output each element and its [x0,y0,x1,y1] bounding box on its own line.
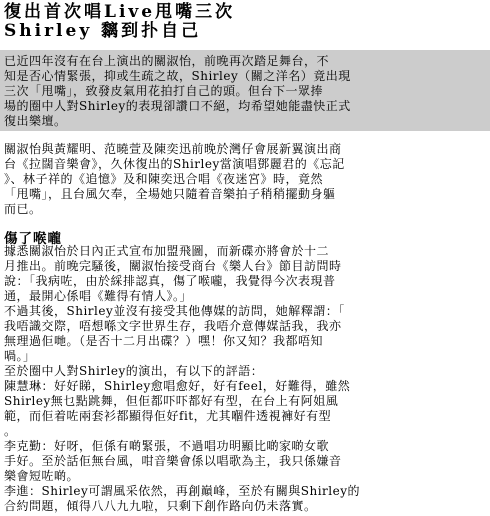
summary-line: 復出樂壇。 [4,114,67,128]
summary-box [0,50,490,131]
body-line: 台《拉闊音樂會》，久休復出的Shirley當演唱鄧麗君的《忘記 [4,157,345,171]
section-line: Shirley無乜點跳舞，但佢都吓吓都好有型，在台上有阿姐風 [4,394,339,408]
section-line: 樂會短咗啲。 [4,469,80,483]
summary-line: 知是否心情緊張，抑或生疏之故，Shirley（關之洋名）竟出現 [4,69,351,83]
body-line: 而已。 [4,202,42,216]
section-line: 合約問題，傾得八八九九啦，只剩下創作路向仍未落實。 [4,499,317,513]
section-line: 無理過佢哋。（是否十二月出碟？）嘿！你又知？我都唔知 [4,334,324,348]
section-line: 月推出。前晚完騷後，關淑怡接受商台《樂人台》節目訪問時 [4,259,342,273]
body-line: 「甩嘴」，且台風欠奉，全場她只隨着音樂拍子稍稍擺動身軀 [4,187,336,201]
body-line: 關淑怡與黃耀明、范曉萱及陳奕迅前晚於灣仔會展新翼演出商 [4,142,342,156]
section-line: 李進：Shirley可謂風采依然，再創巔峰，至於有關與Shirley的 [4,484,360,498]
section-line: 我唔識交際，唔想喺文字世界生存，我唔介意傳媒話我，我亦 [4,319,342,333]
summary-line: 場的圈中人對Shirley的表現卻讚口不絕，均希望她能盡快正式 [4,99,351,113]
summary-line: 三次「甩嘴」，致發皮氣用花拍打自己的頭。但台下一眾捧 [4,84,324,98]
section-line: 陳慧琳：好好睇，Shirley愈唱愈好，好有feel，好難得，雖然 [4,379,351,393]
section-line: 據悉關淑怡於日內正式宣布加盟飛圖，而新碟亦將會於十二 [4,244,330,258]
section-line: 不過其後，Shirley並沒有接受其他傳媒的訪問，她解釋謂：「 [4,304,345,318]
section-line: 通，最開心係唱《難得有情人》。」 [4,289,193,303]
section-line: 手好。至於話佢無台風，咁音樂會係以唱歌為主，我只係嫌音 [4,454,342,468]
section-line: 說：「我病咗，由於綵排認真，傷了喉嚨，我覺得今次表現普 [4,274,336,288]
summary-line: 已近四年沒有在台上演出的關淑怡，前晚再次踏足舞台，不 [4,54,330,68]
section-line: 李克勤：好呀，佢係有啲緊張，不過唱功明顯比啲家啲女歌 [4,439,330,453]
body-line: 》、林子祥的《追憶》及和陳奕迅合唱《夜迷宮》時，竟然 [4,172,324,186]
subheading: 傷了喉嚨 [4,231,62,247]
section-line: 範，而佢着咗兩套衫都顯得佢好fit，尤其嗰件透視褲好有型 [4,409,332,423]
headline-line-1: 復出首次唱Live甩嘴三次 [4,2,236,22]
section-line: 至於圈中人對Shirley的演出，有以下的評語： [4,364,264,378]
section-line: 喎。」 [4,349,36,363]
section-line: 。 [4,424,17,438]
headline-line-2: Shirley 黐到扑自己 [4,21,202,41]
